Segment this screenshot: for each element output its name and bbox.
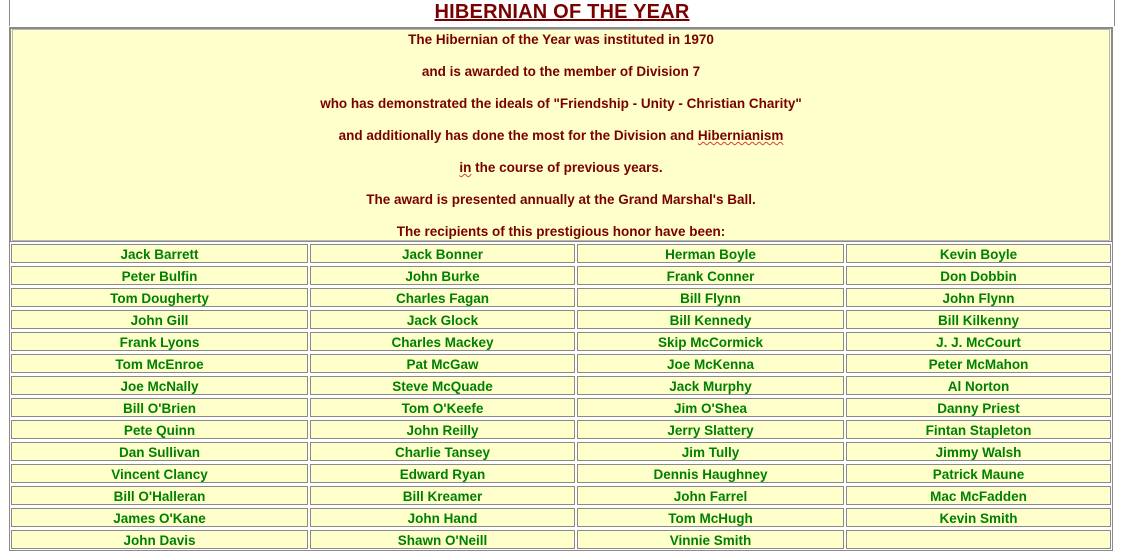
recipient-cell: Tom McEnroe — [11, 354, 308, 373]
recipient-cell: Danny Priest — [846, 398, 1111, 417]
recipient-cell: Jim O'Shea — [577, 398, 844, 417]
intro-line-5-in: in — [459, 160, 472, 175]
recipient-cell: Herman Boyle — [577, 244, 844, 263]
recipient-cell: John Burke — [310, 266, 575, 285]
recipient-cell: Jerry Slattery — [577, 420, 844, 439]
recipient-cell: Al Norton — [846, 376, 1111, 395]
recipient-cell: Jack Bonner — [310, 244, 575, 263]
recipient-cell: Charles Mackey — [310, 332, 575, 351]
intro-panel — [9, 27, 1113, 243]
recipient-cell: Charlie Tansey — [310, 442, 575, 461]
recipient-cell: Charles Fagan — [310, 288, 575, 307]
recipient-cell: Vincent Clancy — [11, 464, 308, 483]
recipient-cell: Vinnie Smith — [577, 530, 844, 549]
recipient-cell: Jim Tully — [577, 442, 844, 461]
recipient-cell: Joe McKenna — [577, 354, 844, 373]
recipient-cell: Bill Kilkenny — [846, 310, 1111, 329]
recipient-cell: Frank Lyons — [11, 332, 308, 351]
recipient-cell: John Reilly — [310, 420, 575, 439]
recipient-cell: Patrick Maune — [846, 464, 1111, 483]
recipient-cell: Dennis Haughney — [577, 464, 844, 483]
recipient-cell: John Gill — [11, 310, 308, 329]
recipient-cell: Jack Murphy — [577, 376, 844, 395]
page-title: HIBERNIAN OF THE YEAR — [434, 1, 690, 23]
intro-line-3: who has demonstrated the ideals of "Friendship - Unity - Christian Charity" — [320, 96, 802, 111]
intro-line-5-text: the course of previous years. — [471, 160, 663, 175]
recipient-cell: J. J. McCourt — [846, 332, 1111, 351]
recipient-cell: Kevin Smith — [846, 508, 1111, 527]
recipient-cell: Jack Glock — [310, 310, 575, 329]
recipient-cell: John Davis — [11, 530, 308, 549]
recipient-cell: Kevin Boyle — [846, 244, 1111, 263]
intro-line-1: The Hibernian of the Year was instituted in 1970 — [408, 32, 714, 47]
recipient-cell: Bill Kennedy — [577, 310, 844, 329]
recipient-cell: John Hand — [310, 508, 575, 527]
recipient-cell: Tom O'Keefe — [310, 398, 575, 417]
recipient-cell: John Flynn — [846, 288, 1111, 307]
recipient-cell: Tom Dougherty — [11, 288, 308, 307]
intro-line-4 — [11, 128, 1111, 144]
recipients-table — [9, 241, 1113, 551]
intro-line-4-text: and additionally has done the most for the Division and — [338, 128, 698, 143]
recipient-cell: Steve McQuade — [310, 376, 575, 395]
recipient-cell: Skip McCormick — [577, 332, 844, 351]
title-row — [9, 0, 1115, 26]
recipient-cell: Bill Kreamer — [310, 486, 575, 505]
recipient-cell: Frank Conner — [577, 266, 844, 285]
intro-line-2: and is awarded to the member of Division 7 — [421, 64, 701, 79]
intro-line-7: The recipients of this prestigious honor have been: — [396, 224, 726, 239]
recipient-cell: James O'Kane — [11, 508, 308, 527]
recipient-cell: Peter Bulfin — [11, 266, 308, 285]
recipient-cell — [846, 530, 1111, 549]
recipient-cell: Tom McHugh — [577, 508, 844, 527]
recipient-cell: Shawn O'Neill — [310, 530, 575, 549]
recipient-cell: Edward Ryan — [310, 464, 575, 483]
recipient-cell: Dan Sullivan — [11, 442, 308, 461]
intro-line-5 — [11, 160, 1111, 176]
intro-line-4-hibernianism: Hibernianism — [697, 128, 784, 143]
recipient-cell: Joe McNally — [11, 376, 308, 395]
recipient-cell: John Farrel — [577, 486, 844, 505]
recipient-cell: Bill Flynn — [577, 288, 844, 307]
recipient-cell: Pat McGaw — [310, 354, 575, 373]
recipient-cell: Pete Quinn — [11, 420, 308, 439]
recipient-cell: Don Dobbin — [846, 266, 1111, 285]
recipient-cell: Peter McMahon — [846, 354, 1111, 373]
recipient-cell: Mac McFadden — [846, 486, 1111, 505]
recipient-cell: Jimmy Walsh — [846, 442, 1111, 461]
recipient-cell: Jack Barrett — [11, 244, 308, 263]
recipient-cell: Bill O'Halleran — [11, 486, 308, 505]
recipient-cell: Bill O'Brien — [11, 398, 308, 417]
recipient-cell: Fintan Stapleton — [846, 420, 1111, 439]
intro-line-6: The award is presented annually at the Grand Marshal's Ball. — [366, 192, 756, 207]
